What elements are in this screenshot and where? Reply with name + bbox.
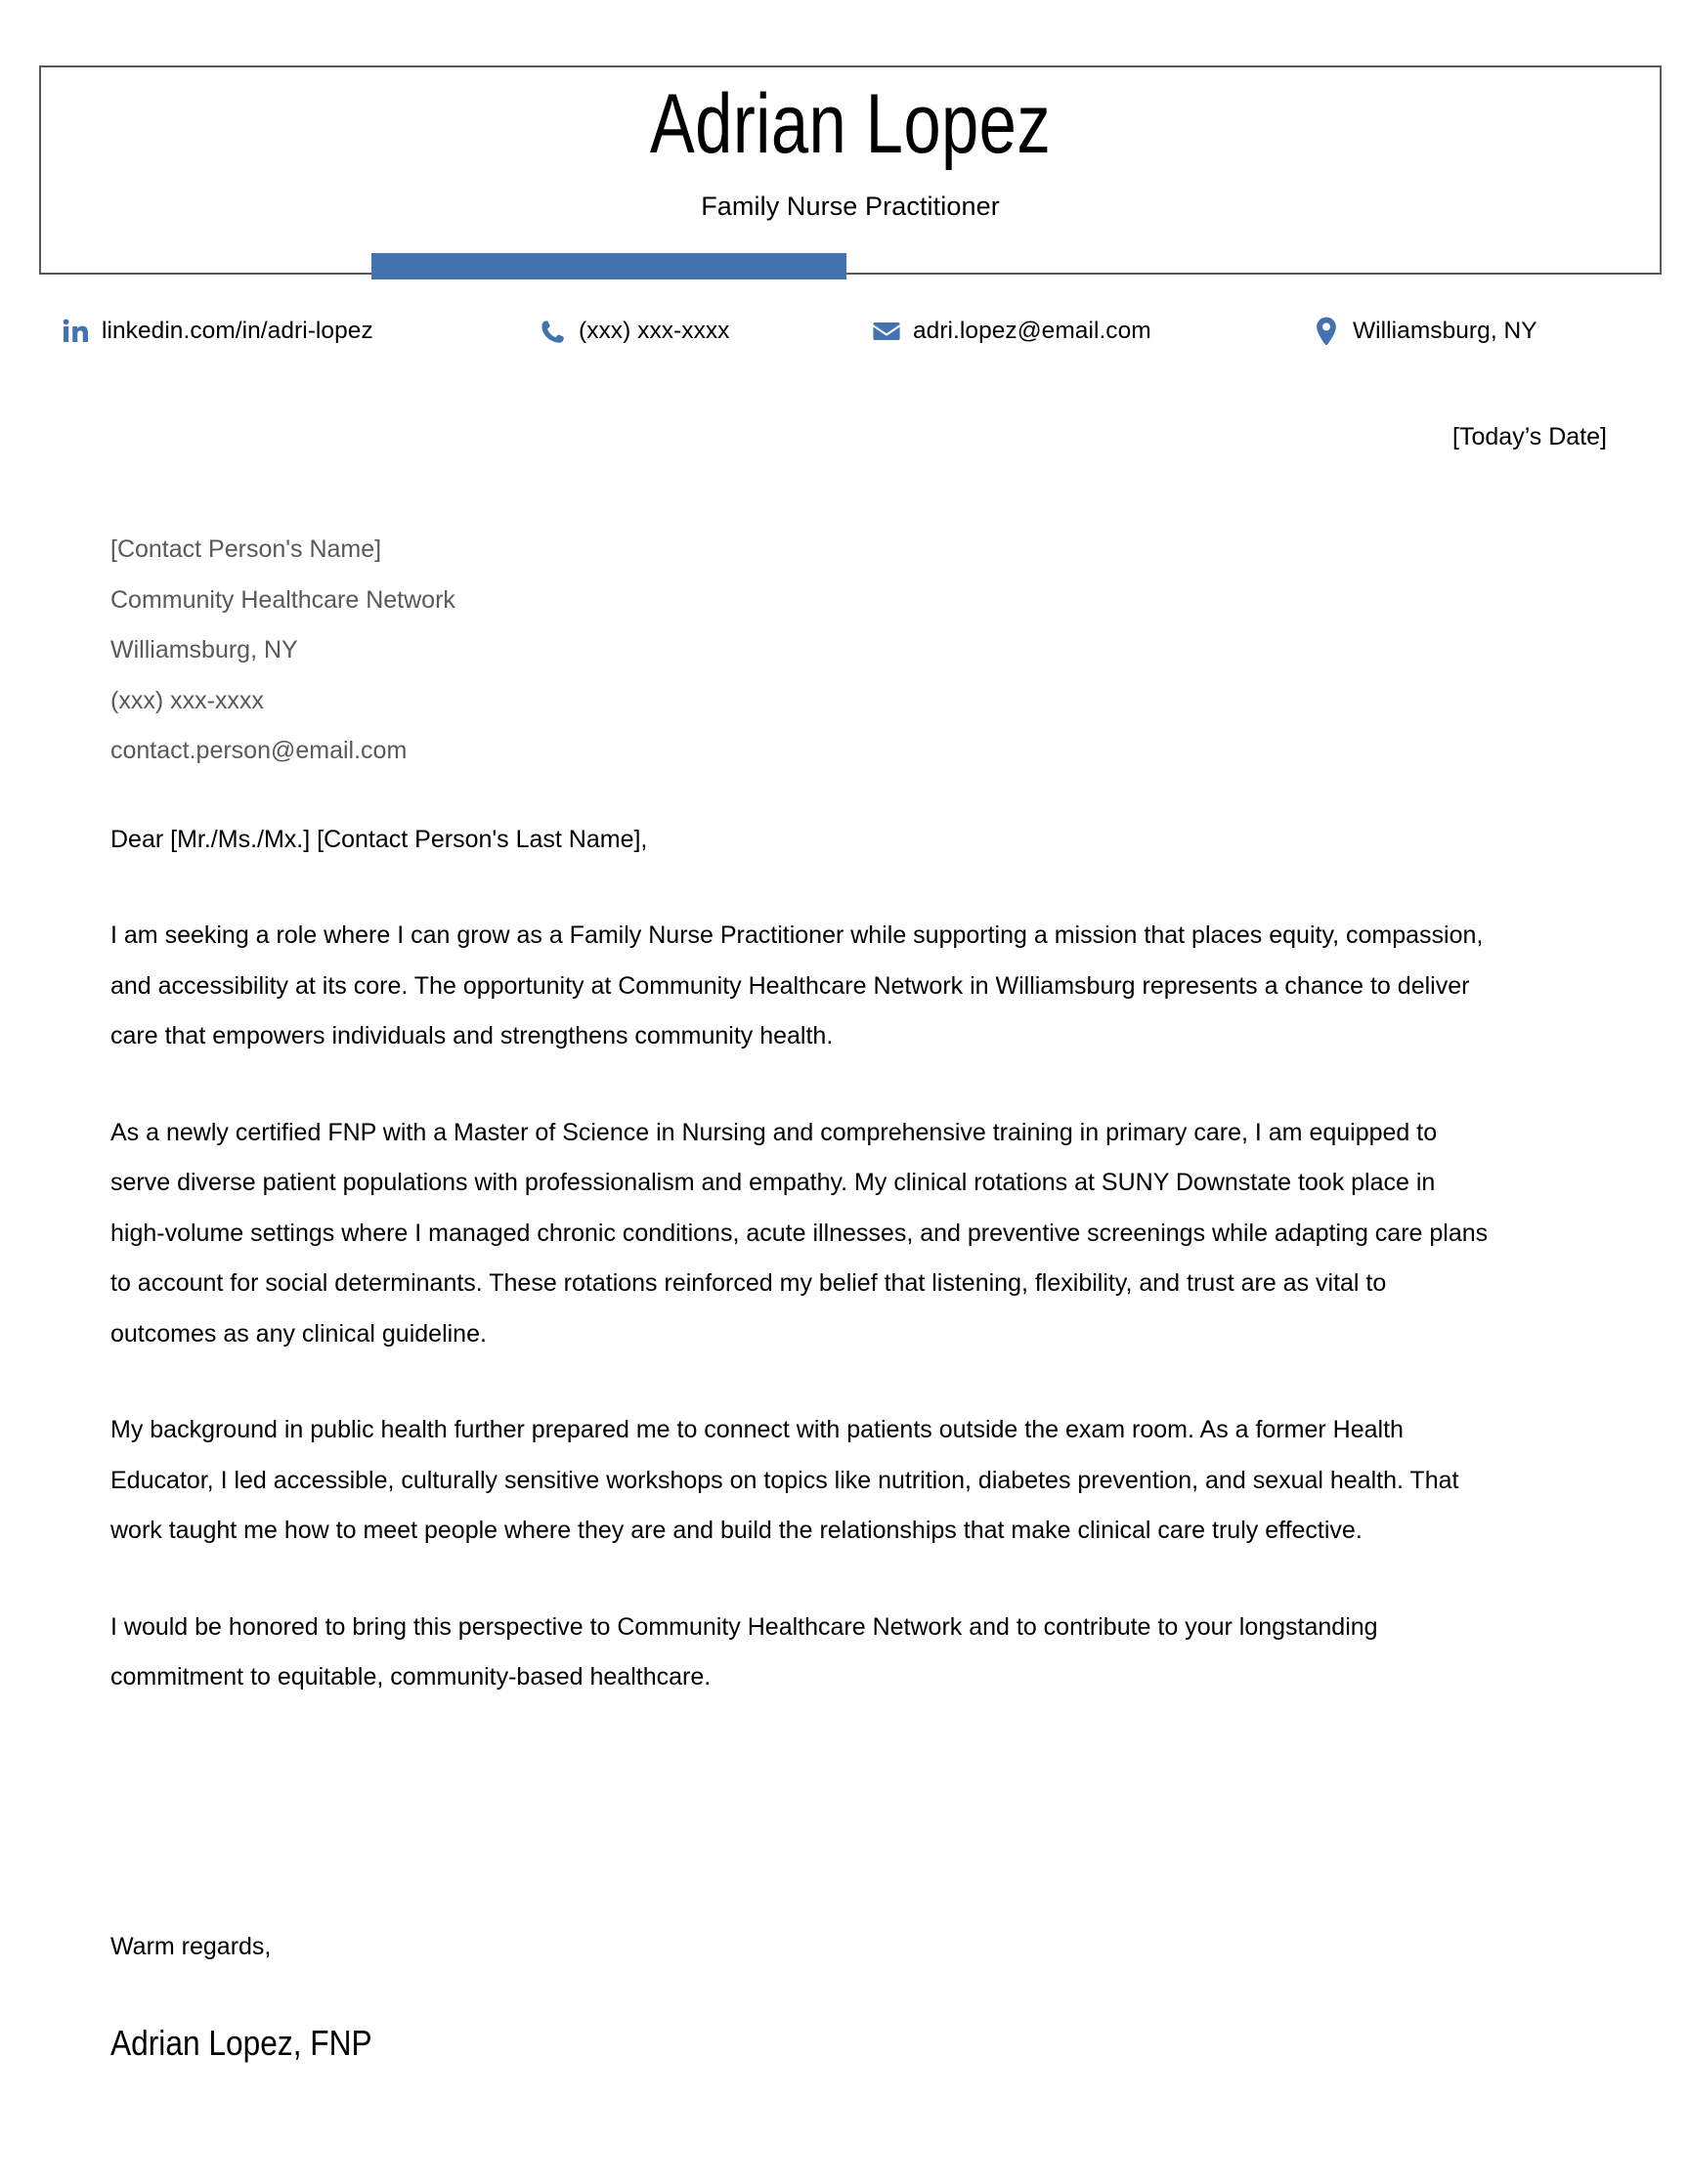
contact-item-phone[interactable] bbox=[538, 311, 729, 352]
location-text: Williamsburg, NY bbox=[1353, 318, 1537, 344]
linkedin-icon bbox=[61, 317, 90, 346]
salutation: Dear [Mr./Ms./Mx.] [Contact Person's Last Name], bbox=[110, 826, 648, 853]
closing-line: Warm regards, bbox=[110, 1933, 272, 1960]
contact-item-location[interactable] bbox=[1312, 311, 1537, 352]
body-paragraph: As a newly certified FNP with a Master of Science in Nursing and comprehensive training in primary care, I am equipped to serve diverse patient populations with professionalism and empathy. My clinical rotations at SUNY Downstate took place in high-volume settings where I managed chronic conditions, acute illnesses, and preventive screenings while adapting care plans to account for social determinants. These rotations reinforced my belief that listening, flexibility, and trust are as vital to outcomes as any clinical guideline. bbox=[110, 1118, 1489, 1348]
accent-bar bbox=[371, 253, 846, 279]
phone-icon bbox=[538, 317, 567, 346]
recipient-email: contact.person@email.com bbox=[110, 737, 408, 764]
recipient-block bbox=[110, 525, 990, 777]
letterhead-box bbox=[39, 65, 1662, 275]
signature-name: Adrian Lopez, FNP bbox=[110, 2023, 372, 2063]
linkedin-url: linkedin.com/in/adri-lopez bbox=[102, 318, 373, 344]
phone-number: (xxx) xxx-xxxx bbox=[579, 318, 730, 344]
recipient-location: Williamsburg, NY bbox=[110, 636, 298, 664]
location-pin-icon bbox=[1312, 317, 1341, 346]
email-icon bbox=[872, 317, 901, 346]
body-paragraph: I would be honored to bring this perspective to Community Healthcare Network and to contribute to your longstanding commitment to equitable, community-based healthcare. bbox=[110, 1612, 1378, 1691]
letter-date: [Today’s Date] bbox=[1452, 423, 1607, 450]
contact-item-email[interactable] bbox=[872, 311, 1151, 352]
email-address: adri.lopez@email.com bbox=[913, 318, 1151, 344]
letter-body bbox=[110, 911, 1493, 1749]
body-paragraph: I am seeking a role where I can grow as a Family Nurse Practitioner while supporting a mission that places equity, compassion, and accessibility at its core. The opportunity at Community Healthcare Network in Williamsburg represents a chance to deliver care that empowers individuals and strengthens community health. bbox=[110, 921, 1484, 1049]
recipient-phone: (xxx) xxx-xxxx bbox=[110, 686, 264, 714]
recipient-company: Community Healthcare Network bbox=[110, 585, 455, 614]
contact-row bbox=[61, 311, 1624, 352]
professional-title: Family Nurse Practitioner bbox=[701, 192, 1000, 221]
body-paragraph: My background in public health further prepared me to connect with patients outside the exam room. As a former Health Educator, I led accessible, culturally sensitive workshops on topics like nutrition, diabetes prevention, and sexual health. That work taught me how to meet people where they are and build the relationships that make clinical care truly effective. bbox=[110, 1416, 1459, 1544]
contact-item-linkedin[interactable] bbox=[61, 311, 373, 352]
page-title: Adrian Lopez bbox=[649, 77, 1052, 171]
recipient-name: [Contact Person's Name] bbox=[110, 535, 382, 563]
